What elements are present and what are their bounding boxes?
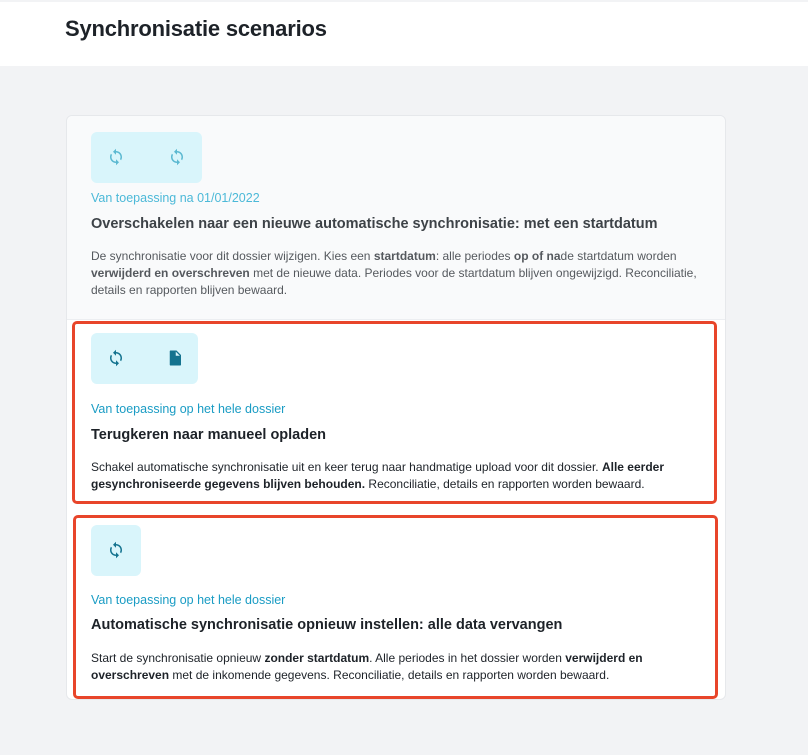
scenario-title: Terugkeren naar manueel opladen [91, 427, 327, 443]
scenario-description: De synchronisatie voor dit dossier wijzigen. Kies een startdatum: alle periodes op of nade startdatum worden verwijderd en overschreven met de nieuwe data. Periodes voor de startdatum blijven ongewijzigd. Reconciliatie, details en rapporten blijven bewaard. [91, 249, 697, 297]
scenario-icon-group [91, 333, 198, 384]
sync-icon [168, 148, 186, 166]
scenario-applicability: Van toepassing op het hele dossier [91, 402, 286, 416]
scenario-card-reset-sync[interactable] [73, 515, 718, 699]
sync-icon [107, 349, 125, 367]
scenario-title: Overschakelen naar een nieuwe automatische synchronisatie: met een startdatum [91, 216, 658, 232]
scenario-card-manual-upload[interactable] [72, 321, 717, 504]
scenario-card-start-date[interactable] [67, 116, 725, 320]
scenario-description: Schakel automatische synchronisatie uit en keer terug naar handmatige upload voor dit dossier. Alle eerder gesynchroniseerde gegevens blijven behouden. Reconciliatie, details en rapporten worden bewaard. [91, 460, 665, 491]
file-icon [166, 349, 184, 367]
scenario-description: Start de synchronisatie opnieuw zonder startdatum. Alle periodes in het dossier worden verwijderd en overschreven met de inkomende gegevens. Reconciliatie, details en rapporten worden bewaard. [91, 651, 643, 682]
scenario-icon-group [91, 132, 202, 183]
scenario-applicability: Van toepassing na 01/01/2022 [91, 191, 260, 205]
scenario-applicability: Van toepassing op het hele dossier [91, 593, 286, 607]
scenario-title: Automatische synchronisatie opnieuw instellen: alle data vervangen [91, 617, 563, 633]
scenario-icon-group [91, 525, 141, 576]
sync-icon [107, 148, 125, 166]
scenario-panel [66, 115, 726, 700]
page-header [0, 0, 808, 66]
page-title: Synchronisatie scenarios [65, 16, 327, 41]
sync-icon [107, 541, 125, 559]
